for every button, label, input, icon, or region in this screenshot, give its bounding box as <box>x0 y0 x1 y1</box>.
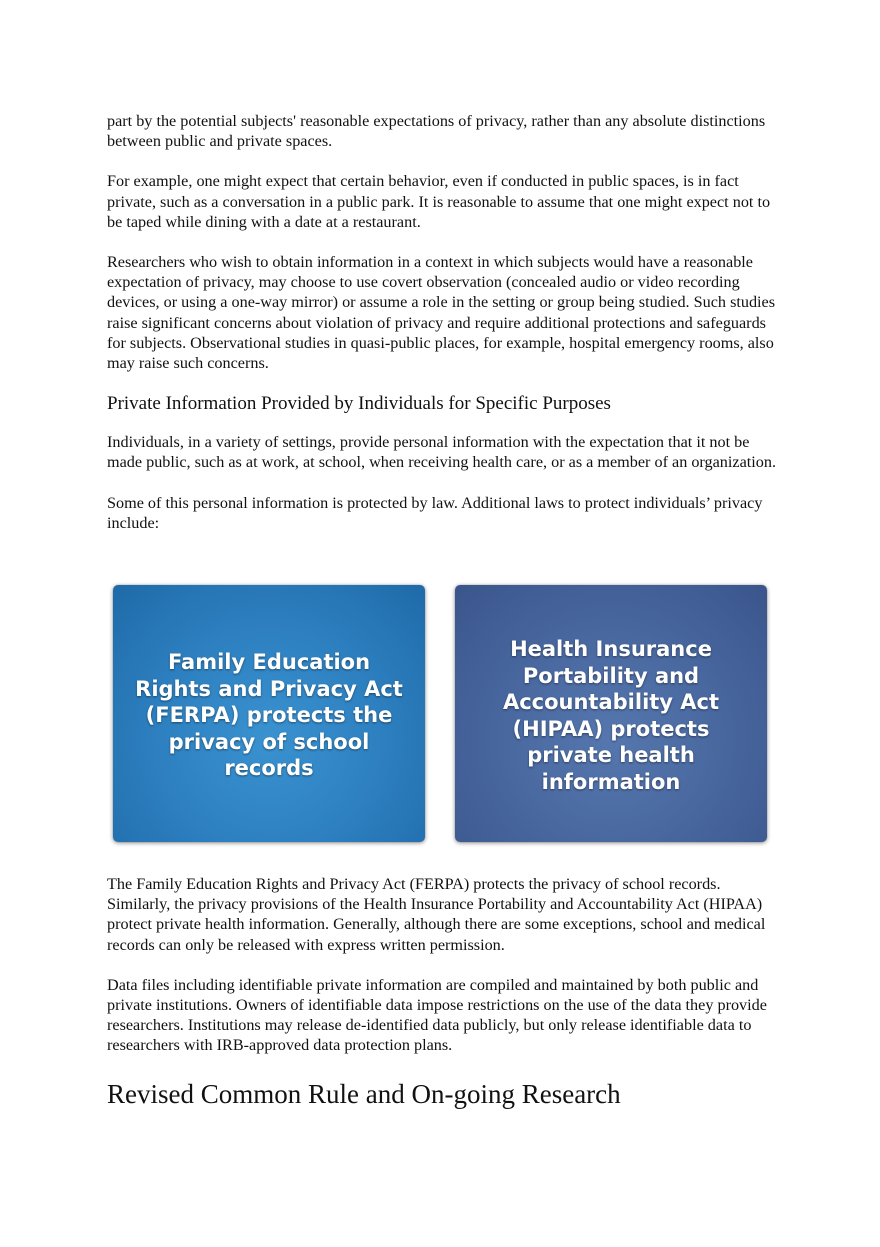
paragraph-individual-settings: Individuals, in a variety of settings, provide personal information with the expectation that it not be made public, such as at work, at school, when receiving health care, or as a member of an organization. <box>107 433 776 472</box>
paragraph-privacy-expectations: part by the potential subjects' reasonable expectations of privacy, rather than any absolute distinctions between public and private spaces. <box>107 112 766 151</box>
ferpa-card-text: Family Education Rights and Privacy Act (FERPA) protects the privacy of school records <box>135 650 403 781</box>
post-cards-content <box>107 874 777 1110</box>
hipaa-card <box>455 585 767 842</box>
document-page <box>107 111 777 1109</box>
privacy-law-cards <box>113 585 768 842</box>
ferpa-card <box>113 585 425 842</box>
paragraph-covert-observation: Researchers who wish to obtain information in a context in which subjects would have a reasonable expectation of privacy, may choose to use covert observation (concealed audio or video recording devices, or using a one-way mirror) or assume a role in the setting or group being studied. Such studies raise significant concerns about violation of privacy and require additional protections and safeguards for subjects. Observational studies in quasi-public places, for example, hospital emergency rooms, also may raise such concerns. <box>107 253 776 373</box>
paragraph-data-files: Data files including identifiable private information are compiled and maintained by both public and private institutions. Owners of identifiable data impose restrictions on the use of the data they provide researchers. Institutions may release de-identified data publicly, but only release identifiable data to researchers with IRB-approved data protection plans. <box>107 975 767 1055</box>
hipaa-card-text: Health Insurance Portability and Accountability Act (HIPAA) protects private health information <box>502 637 720 794</box>
paragraph-protected-by-law: Some of this personal information is protected by law. Additional laws to protect individuals’ privacy include: <box>107 493 763 532</box>
section-heading-revised-common-rule: Revised Common Rule and On-going Research <box>107 1078 621 1109</box>
paragraph-ferpa-hipaa: The Family Education Rights and Privacy Act (FERPA) protects the privacy of school records. Similarly, the privacy provisions of the Health Insurance Portability and Accountability Act (HIPAA) protect private health information. Generally, although there are some exceptions, school and medical records can only be released with express written permission. <box>107 875 766 954</box>
paragraph-example: For example, one might expect that certain behavior, even if conducted in public spaces, is in fact private, such as a conversation in a public park. It is reasonable to assume that one might expect not to be taped while dining with a date at a restaurant. <box>107 172 771 231</box>
subheading-private-information: Private Information Provided by Individuals for Specific Purposes <box>107 393 611 415</box>
